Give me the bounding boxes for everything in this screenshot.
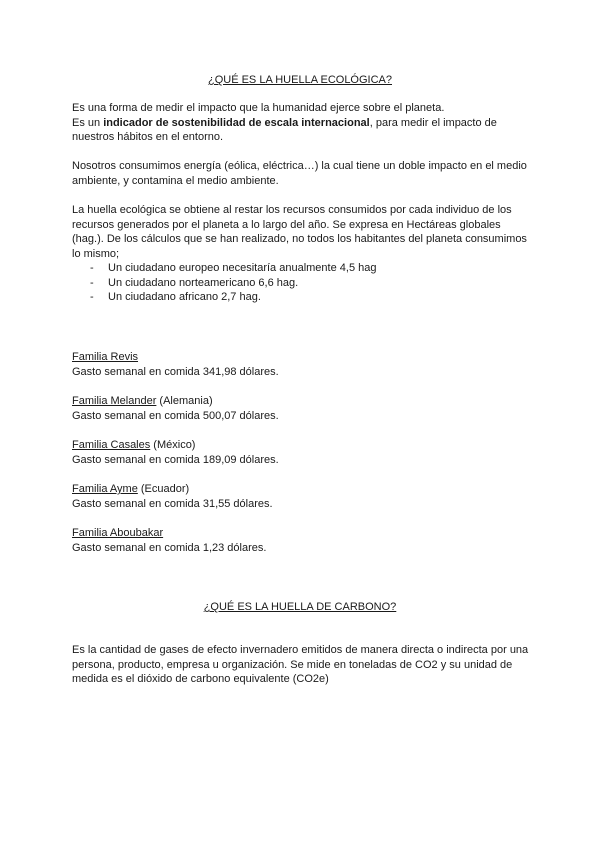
family-name-line bbox=[72, 482, 532, 497]
family-name: Familia Revis bbox=[72, 351, 139, 363]
p1-line1: Es una forma de medir el impacto que la humanidad ejerce sobre el planeta. bbox=[72, 102, 445, 114]
family-name: Familia Aboubakar bbox=[72, 527, 164, 539]
family-name-line bbox=[72, 350, 532, 365]
p3-text: La huella ecológica se obtiene al restar los recursos consumidos por cada individuo de los recursos generados por el planeta a lo largo del año. Se expresa en Hectáreas globales (hag.). De los cálculos que se han realizado, no todos los habitantes del planeta consumimos lo mismo; bbox=[72, 204, 527, 260]
p1-line2 bbox=[72, 116, 532, 145]
family-name: Familia Ayme bbox=[72, 483, 138, 495]
family-name-line bbox=[72, 394, 532, 409]
family-spend: Gasto semanal en comida 189,09 dólares. bbox=[72, 453, 279, 466]
family-block bbox=[72, 482, 532, 511]
family-country: (Alemania) bbox=[156, 395, 213, 407]
family-spend: Gasto semanal en comida 1,23 dólares. bbox=[72, 541, 267, 554]
section1-paragraph2: Nosotros consumimos energía (eólica, eléctrica…) la cual tiene un doble impacto en el medio ambiente, y contamina el medio ambiente. bbox=[72, 160, 527, 187]
section1-paragraph1 bbox=[72, 101, 532, 145]
section1-title: ¿QUÉ ES LA HUELLA ECOLÓGICA? bbox=[207, 74, 392, 86]
family-country: (Ecuador) bbox=[137, 483, 190, 495]
family-name: Familia Casales bbox=[72, 439, 151, 451]
section2-paragraph1: Es la cantidad de gases de efecto invernadero emitidos de manera directa o indirecta por una persona, producto, empresa u organización. Se mide en toneladas de CO2 y su unidad de medida es el dióxido de carbono equivalente (CO2e) bbox=[72, 644, 529, 685]
family-name: Familia Melander bbox=[72, 395, 157, 407]
list-item: - Un ciudadano europeo necesitaría anualmente 4,5 hag bbox=[72, 261, 532, 276]
family-name-line bbox=[72, 438, 532, 453]
family-country: (México) bbox=[150, 439, 196, 451]
family-block bbox=[72, 438, 532, 467]
family-block bbox=[72, 526, 532, 555]
family-block bbox=[72, 394, 532, 423]
hag-list bbox=[72, 261, 532, 305]
family-spend: Gasto semanal en comida 341,98 dólares. bbox=[72, 365, 279, 378]
family-spend: Gasto semanal en comida 31,55 dólares. bbox=[72, 497, 273, 510]
list-item: - Un ciudadano norteamericano 6,6 hag. bbox=[72, 276, 532, 291]
family-block bbox=[72, 350, 532, 379]
section1-paragraph3 bbox=[72, 203, 532, 305]
p1-post: , para medir el impacto de nuestros hábitos en el entorno. bbox=[72, 116, 497, 143]
section2-title: ¿QUÉ ES LA HUELLA DE CARBONO? bbox=[203, 601, 397, 613]
list-item: - Un ciudadano africano 2,7 hag. bbox=[72, 290, 532, 305]
family-name-line bbox=[72, 526, 532, 541]
p1-bold: indicador de sostenibilidad de escala internacional bbox=[103, 116, 370, 129]
family-spend: Gasto semanal en comida 500,07 dólares. bbox=[72, 409, 279, 422]
p1-pre: Es un bbox=[72, 116, 104, 129]
